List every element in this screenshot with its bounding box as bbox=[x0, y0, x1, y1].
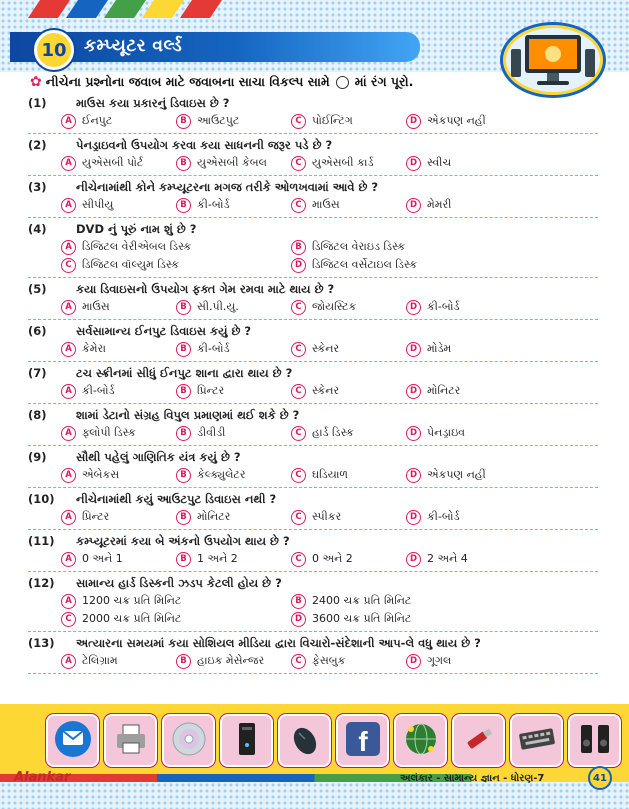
speakers-icon bbox=[575, 719, 615, 763]
answer-option[interactable] bbox=[176, 424, 291, 442]
question-item bbox=[28, 572, 598, 632]
question-text: નીચેનામાંથી કયું આઉટપુટ ડિવાઇસ નથી ? bbox=[76, 491, 277, 506]
option-text: કી-બોર્ડ bbox=[197, 342, 230, 355]
option-text: હાર્ડ ડિસ્ક bbox=[312, 426, 354, 439]
question-number: (11) bbox=[28, 534, 55, 548]
option-group bbox=[28, 340, 598, 358]
option-group bbox=[28, 424, 598, 442]
option-text: સ્વીચ bbox=[427, 156, 452, 169]
option-circle[interactable]: C bbox=[291, 156, 306, 171]
answer-option[interactable] bbox=[291, 466, 406, 484]
answer-option[interactable] bbox=[291, 550, 406, 568]
device-tile bbox=[104, 714, 157, 767]
answer-option[interactable] bbox=[291, 256, 521, 274]
answer-option[interactable] bbox=[61, 196, 176, 214]
option-circle[interactable]: B bbox=[176, 426, 191, 441]
answer-option[interactable] bbox=[406, 382, 521, 400]
footer-book-title: અલંકાર - સામાન્ય જ્ઞાન - ધોરણ-7 bbox=[400, 773, 545, 784]
question-line bbox=[28, 364, 598, 382]
cpu-tower-icon bbox=[227, 719, 267, 763]
option-circle[interactable]: C bbox=[291, 384, 306, 399]
option-text: કી-બોર્ડ bbox=[82, 384, 115, 397]
question-number: (4) bbox=[28, 222, 47, 236]
option-text: મોનિટર bbox=[197, 510, 231, 523]
option-text: ગૂગલ bbox=[427, 654, 452, 667]
option-circle[interactable]: D bbox=[406, 300, 421, 315]
answer-option[interactable] bbox=[291, 610, 521, 628]
option-group bbox=[28, 382, 598, 400]
option-circle[interactable]: C bbox=[291, 342, 306, 357]
option-text: 0 અને 1 bbox=[82, 552, 123, 565]
question-text: સામાન્ય હાર્ડ ડિસ્કની ઝડપ કેટલી હોય છે ? bbox=[76, 575, 282, 590]
device-tile bbox=[394, 714, 447, 767]
option-circle[interactable]: A bbox=[61, 156, 76, 171]
question-text: નીચેનામાંથી કોને કમ્પ્યૂટરના મગજ તરીકે ઓળખવામાં આવે છે ? bbox=[76, 179, 379, 194]
footer-band bbox=[0, 704, 629, 809]
answer-option[interactable] bbox=[406, 652, 521, 670]
answer-option[interactable] bbox=[291, 652, 406, 670]
cd-icon bbox=[169, 719, 209, 763]
flower-icon: ✿ bbox=[30, 74, 42, 90]
option-text: 0 અને 2 bbox=[312, 552, 353, 565]
answer-option[interactable] bbox=[61, 424, 176, 442]
option-group bbox=[28, 298, 598, 316]
device-tile bbox=[162, 714, 215, 767]
option-circle[interactable]: B bbox=[176, 342, 191, 357]
question-line bbox=[28, 490, 598, 508]
page-number: 41 bbox=[588, 766, 612, 790]
device-tile bbox=[278, 714, 331, 767]
option-group bbox=[28, 238, 598, 274]
option-circle[interactable]: D bbox=[406, 654, 421, 669]
option-circle[interactable]: D bbox=[406, 156, 421, 171]
option-circle[interactable]: C bbox=[291, 198, 306, 213]
option-text: કી-બોર્ડ bbox=[197, 198, 230, 211]
option-circle[interactable]: A bbox=[61, 384, 76, 399]
option-circle[interactable]: A bbox=[61, 552, 76, 567]
option-text: યુએસબી પોર્ટ bbox=[82, 156, 144, 169]
question-text: પેનડ્રાઇવનો ઉપયોગ કરવા કયા સાધનની જરૂર પડે છે ? bbox=[76, 137, 333, 152]
option-circle[interactable]: B bbox=[291, 240, 306, 255]
answer-option[interactable] bbox=[61, 256, 291, 274]
question-item bbox=[28, 320, 598, 362]
instruction-text-before: નીચેના પ્રશ્નોના જવાબ માટે જવાબના સાચા વિકલ્પ સામે bbox=[45, 74, 330, 89]
question-line bbox=[28, 220, 598, 238]
option-text: ફેસબુક bbox=[312, 654, 346, 667]
answer-option[interactable] bbox=[291, 196, 406, 214]
answer-option[interactable] bbox=[291, 424, 406, 442]
option-circle[interactable]: B bbox=[176, 468, 191, 483]
option-text: કી-બોર્ડ bbox=[427, 300, 460, 313]
svg-text:f: f bbox=[357, 725, 368, 757]
answer-option[interactable] bbox=[406, 424, 521, 442]
question-number: (8) bbox=[28, 408, 47, 422]
question-number: (10) bbox=[28, 492, 55, 506]
option-circle[interactable]: A bbox=[61, 342, 76, 357]
question-item bbox=[28, 446, 598, 488]
question-text: DVD નું પૂરું નામ શું છે ? bbox=[76, 221, 197, 236]
question-number: (2) bbox=[28, 138, 47, 152]
option-group bbox=[28, 154, 598, 172]
answer-option[interactable] bbox=[176, 550, 291, 568]
option-circle[interactable]: D bbox=[406, 198, 421, 213]
answer-option[interactable] bbox=[176, 382, 291, 400]
option-text: પોઈન્ટિંગ bbox=[312, 114, 353, 127]
question-item bbox=[28, 278, 598, 320]
option-circle[interactable]: C bbox=[291, 426, 306, 441]
option-circle[interactable]: A bbox=[61, 594, 76, 609]
answer-option[interactable] bbox=[61, 154, 176, 172]
option-text: એકપણ નહીં bbox=[427, 468, 486, 481]
answer-option[interactable] bbox=[291, 592, 521, 610]
answer-option[interactable] bbox=[406, 154, 521, 172]
question-line bbox=[28, 448, 598, 466]
option-circle[interactable]: C bbox=[291, 300, 306, 315]
option-circle[interactable]: C bbox=[291, 654, 306, 669]
question-line bbox=[28, 634, 598, 652]
option-circle[interactable]: B bbox=[176, 156, 191, 171]
option-circle[interactable]: A bbox=[61, 468, 76, 483]
facebook-icon bbox=[343, 719, 383, 763]
option-text: હાઇક મેસેન્જર bbox=[197, 654, 265, 667]
answer-option[interactable] bbox=[406, 466, 521, 484]
option-text: સ્કેનર bbox=[312, 384, 340, 397]
answer-option[interactable] bbox=[291, 154, 406, 172]
computer-illustration bbox=[500, 22, 606, 98]
device-tile bbox=[336, 714, 389, 767]
question-number: (3) bbox=[28, 180, 47, 194]
answer-option[interactable] bbox=[291, 112, 406, 130]
answer-option[interactable] bbox=[291, 298, 406, 316]
question-line bbox=[28, 406, 598, 424]
question-item bbox=[28, 530, 598, 572]
option-circle[interactable]: A bbox=[61, 240, 76, 255]
device-tile bbox=[510, 714, 563, 767]
device-icon-strip bbox=[46, 714, 621, 767]
option-circle[interactable]: A bbox=[61, 654, 76, 669]
option-text: 2400 ચક્ર પ્રતિ મિનિટ bbox=[312, 594, 412, 607]
question-list bbox=[28, 92, 598, 674]
device-tile bbox=[452, 714, 505, 767]
pendrive-icon bbox=[459, 719, 499, 763]
option-text: 1200 ચક્ર પ્રતિ મિનિટ bbox=[82, 594, 182, 607]
question-text: ટચ સ્ક્રીનમાં સીધું ઈનપુટ શાના દ્વારા થાય છે ? bbox=[76, 365, 293, 380]
monitor-icon bbox=[503, 25, 603, 95]
option-text: 1 અને 2 bbox=[197, 552, 238, 565]
question-line bbox=[28, 280, 598, 298]
question-line bbox=[28, 136, 598, 154]
option-text: યુએસબી કાર્ડ bbox=[312, 156, 374, 169]
option-circle[interactable]: A bbox=[61, 510, 76, 525]
device-tile bbox=[568, 714, 621, 767]
option-text: ટેલિગ્રામ bbox=[82, 654, 118, 667]
option-group bbox=[28, 592, 598, 628]
question-item bbox=[28, 176, 598, 218]
answer-option[interactable] bbox=[406, 196, 521, 214]
option-text: કેમેરા bbox=[82, 342, 106, 355]
question-text: કયા ડિવાઇસનો ઉપયોગ ફક્ત ગેમ રમવા માટે થાય છે ? bbox=[76, 281, 335, 296]
option-text: મોડેમ bbox=[427, 342, 452, 355]
answer-option[interactable] bbox=[61, 610, 291, 628]
option-text: યુએસબી કેબલ bbox=[197, 156, 267, 169]
question-line bbox=[28, 322, 598, 340]
option-circle[interactable]: B bbox=[176, 654, 191, 669]
question-text: સૌથી પહેલું ગાણિતિક યંત્ર કયું છે ? bbox=[76, 449, 241, 464]
answer-option[interactable] bbox=[61, 508, 176, 526]
option-text: પેનડ્રાઇવ bbox=[427, 426, 465, 439]
option-text: માઉસ bbox=[312, 198, 340, 211]
question-item bbox=[28, 488, 598, 530]
option-text: પ્રિન્ટર bbox=[197, 384, 225, 397]
option-text: મેમરી bbox=[427, 198, 452, 211]
option-text: ડિજિટલ વેરાઇડ ડિસ્ક bbox=[312, 240, 406, 253]
question-item bbox=[28, 218, 598, 278]
option-text: મોનિટર bbox=[427, 384, 461, 397]
option-circle[interactable]: C bbox=[291, 114, 306, 129]
option-text: 3600 ચક્ર પ્રતિ મિનિટ bbox=[312, 612, 412, 625]
question-number: (12) bbox=[28, 576, 55, 590]
option-circle[interactable]: D bbox=[406, 510, 421, 525]
answer-option[interactable] bbox=[291, 238, 521, 256]
answer-option[interactable] bbox=[61, 550, 176, 568]
question-number: (5) bbox=[28, 282, 47, 296]
answer-option[interactable] bbox=[61, 298, 176, 316]
answer-option[interactable] bbox=[406, 550, 521, 568]
instruction-text-after: માં રંગ પૂરો. bbox=[354, 74, 414, 89]
question-text: કમ્પ્યૂટરમાં કયા બે અંકનો ઉપયોગ થાય છે ? bbox=[76, 533, 290, 548]
option-text: ડિજિટલ વૉલ્યુમ ડિસ્ક bbox=[82, 258, 180, 271]
option-circle[interactable]: D bbox=[406, 384, 421, 399]
option-circle[interactable]: D bbox=[406, 468, 421, 483]
option-circle[interactable]: B bbox=[176, 198, 191, 213]
answer-option[interactable] bbox=[406, 112, 521, 130]
option-group bbox=[28, 112, 598, 130]
keyboard-icon bbox=[517, 719, 557, 763]
answer-option[interactable] bbox=[406, 340, 521, 358]
answer-option[interactable] bbox=[406, 298, 521, 316]
option-text: ઈનપુટ bbox=[82, 114, 113, 127]
question-number: (9) bbox=[28, 450, 47, 464]
option-circle[interactable]: B bbox=[176, 384, 191, 399]
answer-option[interactable] bbox=[61, 592, 291, 610]
instruction-line bbox=[30, 74, 413, 90]
answer-option[interactable] bbox=[291, 340, 406, 358]
option-text: કી-બોર્ડ bbox=[427, 510, 460, 523]
option-group bbox=[28, 466, 598, 484]
option-text: ડિજિટલ વેરીએબલ ડિસ્ક bbox=[82, 240, 192, 253]
header-stripes bbox=[0, 0, 629, 18]
option-circle[interactable]: C bbox=[291, 468, 306, 483]
option-text: સ્કેનર bbox=[312, 342, 340, 355]
option-group bbox=[28, 508, 598, 526]
option-circle[interactable]: C bbox=[291, 552, 306, 567]
option-circle[interactable]: D bbox=[406, 552, 421, 567]
question-number: (1) bbox=[28, 96, 47, 110]
option-circle[interactable]: A bbox=[61, 114, 76, 129]
option-text: આઉટપુટ bbox=[197, 114, 240, 127]
answer-option[interactable] bbox=[176, 652, 291, 670]
publisher-logo: Alankar bbox=[14, 770, 71, 785]
device-tile bbox=[46, 714, 99, 767]
option-text: ઘડિયાળ bbox=[312, 468, 348, 481]
chapter-title: કમ્પ્યૂટર વર્લ્ડ bbox=[84, 36, 183, 56]
question-line bbox=[28, 574, 598, 592]
answer-option[interactable] bbox=[291, 382, 406, 400]
option-text: એકપણ નહીં bbox=[427, 114, 486, 127]
option-circle[interactable]: D bbox=[406, 342, 421, 357]
option-circle[interactable]: A bbox=[61, 426, 76, 441]
option-circle[interactable]: D bbox=[406, 426, 421, 441]
option-text: સી.પી.યુ. bbox=[197, 300, 239, 313]
question-item bbox=[28, 362, 598, 404]
option-circle[interactable]: B bbox=[176, 552, 191, 567]
option-circle[interactable]: C bbox=[291, 510, 306, 525]
answer-option[interactable] bbox=[61, 652, 176, 670]
answer-option[interactable] bbox=[176, 508, 291, 526]
answer-option[interactable] bbox=[61, 466, 176, 484]
option-circle[interactable]: C bbox=[61, 612, 76, 627]
option-text: એબેકસ bbox=[82, 468, 120, 481]
option-circle[interactable]: C bbox=[61, 258, 76, 273]
option-group bbox=[28, 652, 598, 670]
question-number: (7) bbox=[28, 366, 47, 380]
option-text: પ્રિન્ટર bbox=[82, 510, 110, 523]
option-group bbox=[28, 196, 598, 214]
question-item bbox=[28, 134, 598, 176]
answer-option[interactable] bbox=[176, 298, 291, 316]
answer-option[interactable] bbox=[176, 196, 291, 214]
question-text: અત્યારના સમયમાં કયા સોશિયલ મીડિયા દ્વારા વિચારો-સંદેશાની આપ-લે વધુ થાય છે ? bbox=[76, 635, 481, 650]
answer-option[interactable] bbox=[61, 340, 176, 358]
option-text: સીપીયુ bbox=[82, 198, 114, 211]
question-text: શામાં ડેટાનો સંગ્રહ વિપુલ પ્રમાણમાં થઈ શકે છે ? bbox=[76, 407, 300, 422]
option-circle[interactable]: B bbox=[176, 510, 191, 525]
option-group bbox=[28, 550, 598, 568]
answer-option[interactable] bbox=[61, 112, 176, 130]
answer-option[interactable] bbox=[291, 508, 406, 526]
option-circle[interactable]: D bbox=[291, 612, 306, 627]
option-text: કેલ્ક્યુલેટર bbox=[197, 468, 246, 481]
option-text: માઉસ bbox=[82, 300, 110, 313]
email-icon bbox=[53, 719, 93, 763]
question-number: (13) bbox=[28, 636, 55, 650]
option-circle[interactable]: B bbox=[291, 594, 306, 609]
chapter-number-badge: 10 bbox=[34, 30, 74, 70]
device-tile bbox=[220, 714, 273, 767]
option-text: 2 અને 4 bbox=[427, 552, 468, 565]
option-circle[interactable]: A bbox=[61, 300, 76, 315]
question-line bbox=[28, 532, 598, 550]
footer-dot-pattern bbox=[0, 782, 629, 809]
option-text: ફ્લોપી ડિસ્ક bbox=[82, 426, 136, 439]
question-text: માઉસ કયા પ્રકારનું ડિવાઇસ છે ? bbox=[76, 95, 230, 110]
answer-option[interactable] bbox=[176, 154, 291, 172]
option-circle[interactable]: A bbox=[61, 198, 76, 213]
question-item bbox=[28, 632, 598, 674]
option-circle[interactable]: B bbox=[176, 114, 191, 129]
question-item bbox=[28, 404, 598, 446]
option-text: ડિજિટલ વર્સેટાઇલ ડિસ્ક bbox=[312, 258, 418, 271]
answer-option[interactable] bbox=[406, 508, 521, 526]
circle-icon bbox=[336, 76, 349, 89]
answer-option[interactable] bbox=[61, 382, 176, 400]
printer-icon bbox=[111, 719, 151, 763]
answer-option[interactable] bbox=[176, 340, 291, 358]
mouse-icon bbox=[285, 719, 325, 763]
option-text: 2000 ચક્ર પ્રતિ મિનિટ bbox=[82, 612, 182, 625]
option-circle[interactable]: D bbox=[291, 258, 306, 273]
question-text: સર્વસામાન્ય ઈનપુટ ડિવાઇસ કયું છે ? bbox=[76, 323, 252, 338]
question-number: (6) bbox=[28, 324, 47, 338]
option-circle[interactable]: B bbox=[176, 300, 191, 315]
globe-icon bbox=[401, 719, 441, 763]
question-line bbox=[28, 94, 598, 112]
option-circle[interactable]: D bbox=[406, 114, 421, 129]
option-text: સ્પીકર bbox=[312, 510, 342, 523]
answer-option[interactable] bbox=[61, 238, 291, 256]
question-item bbox=[28, 92, 598, 134]
answer-option[interactable] bbox=[176, 112, 291, 130]
question-line bbox=[28, 178, 598, 196]
answer-option[interactable] bbox=[176, 466, 291, 484]
option-text: જોયસ્ટિક bbox=[312, 300, 357, 313]
option-text: ડીવીડી bbox=[197, 426, 226, 439]
